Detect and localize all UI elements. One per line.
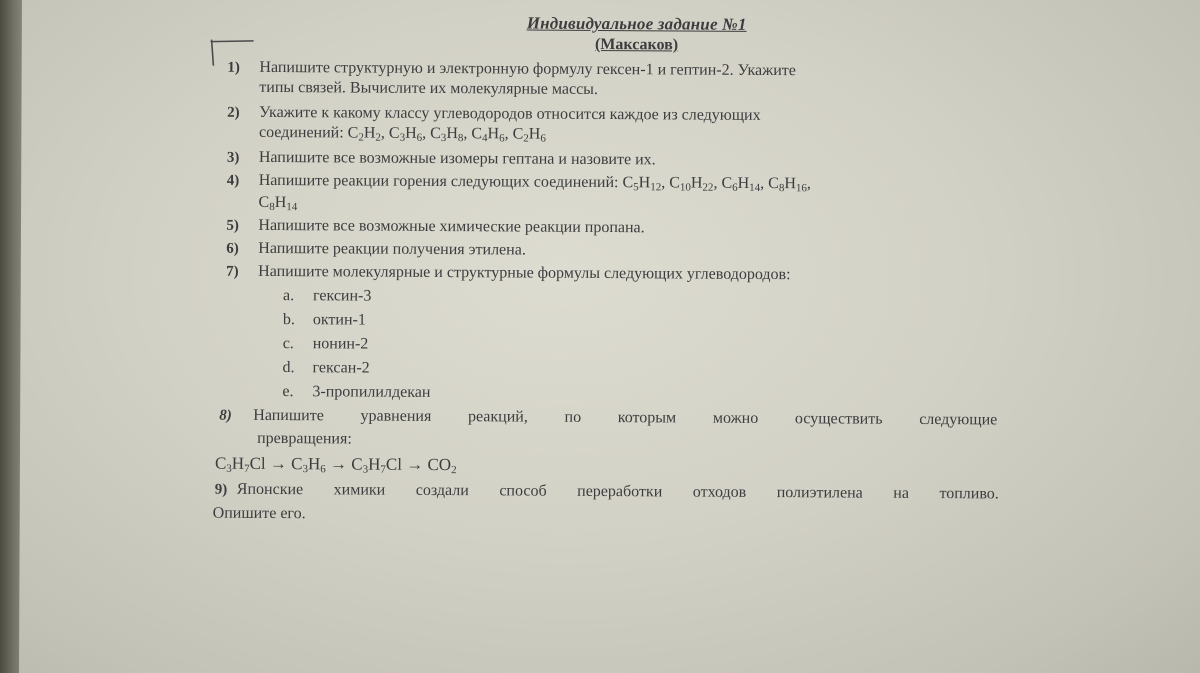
task-7-item-a-letter: a. [282,287,295,305]
task-9-line-1: Японские химики создали способ переработки отходов полиэтилена на топливо. [236,480,999,503]
task-7-item-c-letter: c. [282,335,294,353]
task-3-line-1: Напишите все возможные изомеры гептана и назовите их. [258,148,656,169]
task-7-item-e-letter: e. [282,383,294,401]
task-8-reaction-chain [215,454,457,480]
task-8-number: 8) [219,407,232,424]
document-subtitle: (Максаков) [594,35,679,54]
task-4-number: 4) [226,172,240,189]
task-4-formula-list: $C_5H_{12}$, $C_{10}H_{22}$, $C_6H_{14}$, $C_8H_{16}$, [622,174,812,195]
task-8-line-2: превращения: [257,429,352,448]
task-3-number: 3) [226,149,240,166]
task-6-number: 6) [226,240,239,257]
task-5-line-1: Напишите все возможные химические реакции пропана. [258,216,645,237]
task-2-line-2 [259,123,546,149]
task-6-line-1: Напишите реакции получения этилена. [258,239,526,259]
task-2-prefix: соединений: [258,123,348,142]
task-7-line-1: Напишите молекулярные и структурные формулы следующих углеводородов: [258,262,791,284]
task-8-line-1: Напишите уравнения реакций, по которым можно осуществить следующие [253,406,998,429]
task-7-item-e: 3-пропилилдекан [312,383,431,401]
task-7-item-d-letter: d. [282,359,295,377]
task-9-number: 9) [214,481,228,498]
task-1-number: 1) [227,59,240,76]
task-7-item-d: гексан-2 [312,359,370,377]
task-7-item-b: октин-1 [312,311,366,329]
task-4-formula-list-cont: $C_8H_{14}$ [258,193,298,214]
task-1-line-1: Напишите структурную и электронную формулу гексен-1 и гептин-2. Укажите [259,58,796,80]
task-2-formula-list: $C_2H_2$, $C_3H_6$, $C_3H_8$, $C_4H_6$, $C_2H_6$ [347,124,546,145]
task-4-line-2 [259,193,298,217]
task-2-number: 2) [227,104,240,121]
task-4-line-1 [259,171,811,198]
task-7-item-c: нонин-2 [312,335,369,353]
document-title: Индивидуальное задание №1 [526,13,747,34]
task-5-number: 5) [226,217,239,234]
task-7-item-b-letter: b. [282,311,295,329]
task-8-chain-formulas: $C_3H_7Cl \to C_3H_6 \to C_3H_7Cl \to CO_2$ [214,453,457,477]
task-1-line-2: типы связей. Вычислите их молекулярные массы. [259,78,599,98]
task-9-line-2: Опишите его. [212,504,306,523]
task-7-number: 7) [226,263,239,280]
task-4-prefix: Напишите реакции горения следующих соединений: [258,171,623,192]
task-2-line-1: Укажите к какому классу углеводородов относится каждое из следующих [259,103,761,124]
task-7-item-a: гексин-3 [312,287,372,305]
